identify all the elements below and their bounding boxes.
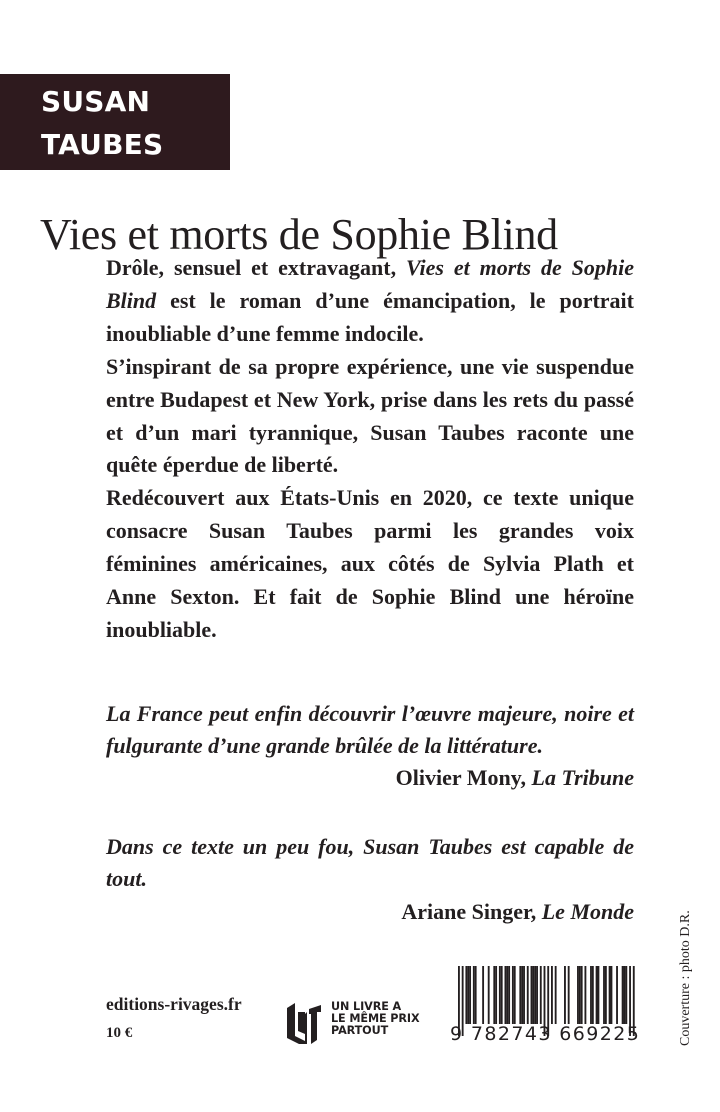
isbn-digits: 9 782743 669225 <box>450 1023 641 1045</box>
quote-source: La Tribune <box>531 765 634 790</box>
cover-credit: Couverture : photo D.R. <box>678 910 693 1046</box>
blurb-p1-intro: Drôle, sensuel et extravagant, <box>106 255 407 280</box>
price: 10 € <box>106 1025 133 1041</box>
blurb-paragraph-2: S’inspirant de sa propre expérience, une vie suspendue entre Budapest et New York, prise dans les rets du passé et d’un mari tyrannique, Susan Taubes raconte une quête éperdue de liberté. <box>106 353 634 478</box>
book-title: Vies et morts de Sophie Blind <box>40 210 558 260</box>
blurb-p1-rest: est le roman d’une émancipation, le portrait inoubliable d’une femme indocile. <box>106 287 634 346</box>
blurb <box>106 252 634 647</box>
quote-text: La France peut enfin découvrir l’œuvre majeure, noire et fulgurante d’une grande brûlée de la littérature. <box>106 701 634 758</box>
prix-line-2: LE MÊME PRIX <box>331 1012 420 1026</box>
quote-text: Dans ce texte un peu fou, Susan Taubes est capable de tout. <box>106 834 634 891</box>
quote-author: Ariane Singer, <box>401 899 542 924</box>
publisher-url[interactable]: editions-rivages.fr <box>106 994 242 1014</box>
prix-line-1: UN LIVRE A <box>331 1000 402 1013</box>
blurb-paragraph-1 <box>106 252 634 351</box>
livre-prix-unique-icon <box>285 1000 329 1044</box>
livre-prix-unique-label <box>331 1001 420 1038</box>
press-quote-2 <box>106 831 634 928</box>
quote-source: Le Monde <box>541 899 634 924</box>
quote-attribution <box>106 762 634 794</box>
prix-line-3: PARTOUT <box>331 1024 389 1038</box>
quote-author: Olivier Mony, <box>395 765 532 790</box>
author-first-name: SUSAN <box>41 85 151 118</box>
quote-attribution <box>106 895 634 928</box>
blurb-paragraph-3: Redécouvert aux États-Unis en 2020, ce texte unique consacre Susan Taubes parmi les grandes voix féminines américaines, aux côtés de Sylvia Plath et Anne Sexton. Et fait de Sophie Blind une héroïne inoubliable. <box>106 485 634 642</box>
blurb-p1-book-title: Vies et morts de Sophie Blind <box>106 255 634 313</box>
author-last-name: TAUBES <box>41 128 164 161</box>
press-quote-1 <box>106 698 634 794</box>
